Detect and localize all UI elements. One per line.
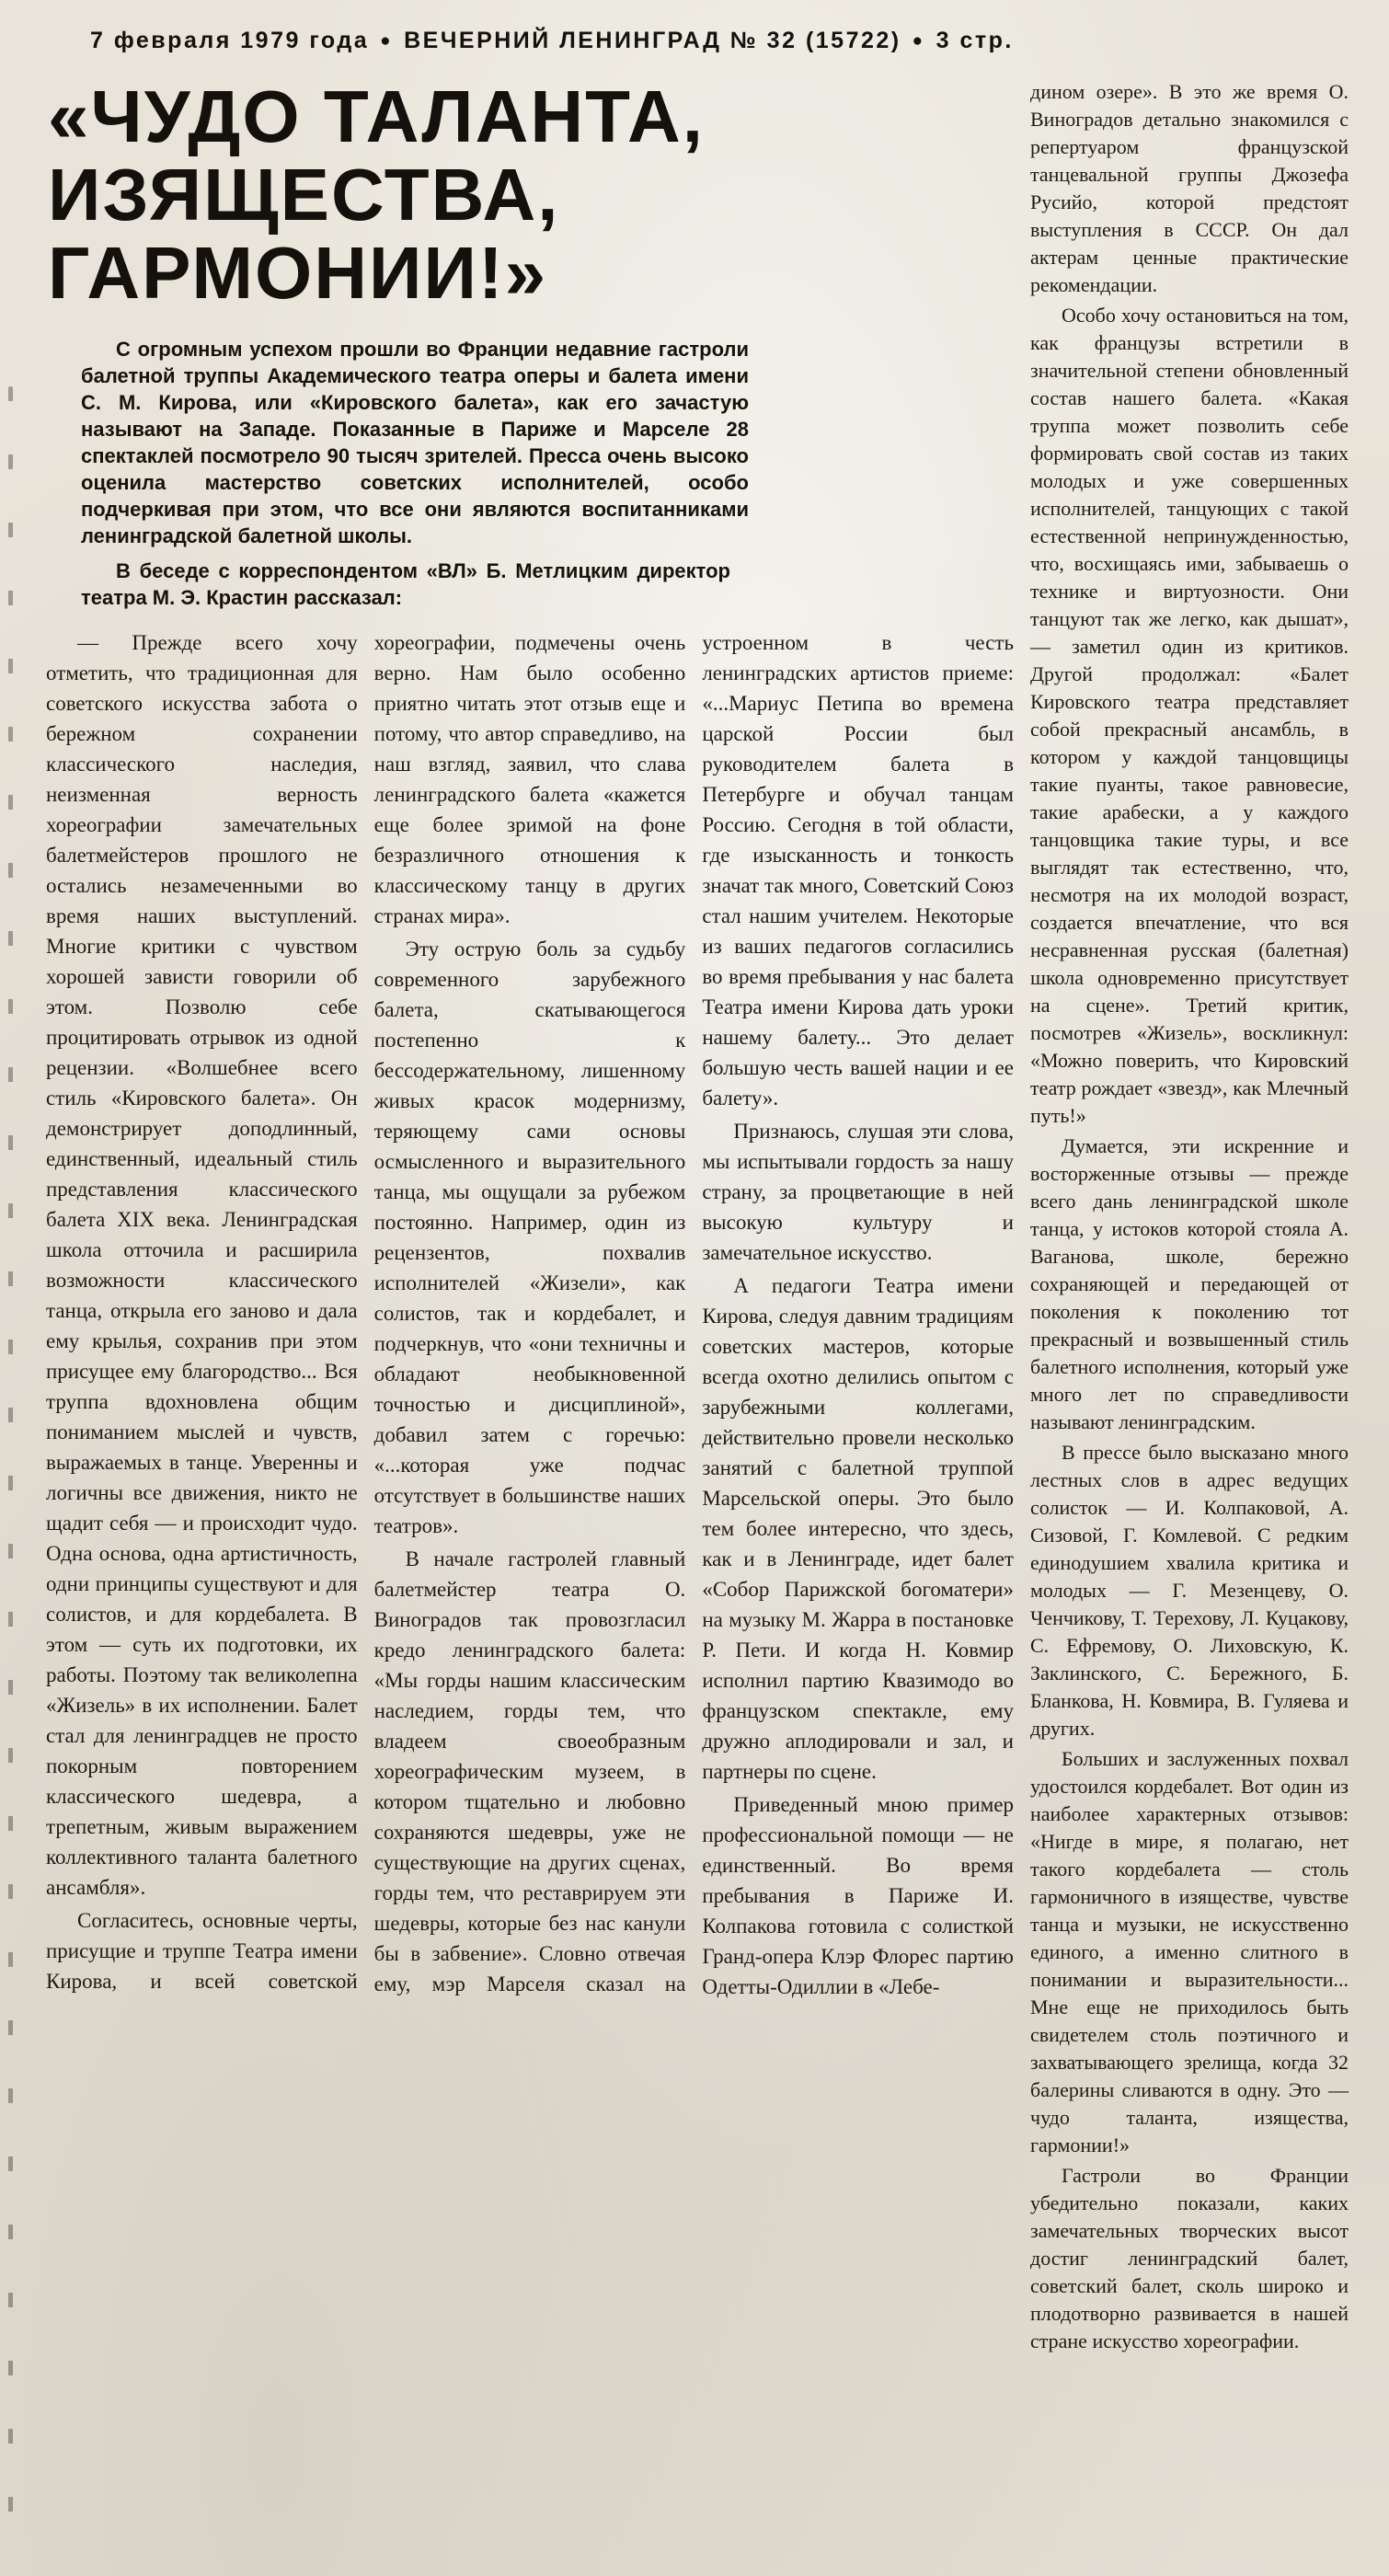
body-paragraph-9: Особо хочу остановиться на том, как французы встретили в значительной степени обновленный состав нашего балета. «Какая труппа может позволить себе формировать свой состав из таких молодых и уже совершенных исполнителей, танцующих с такой естественной непринужденностью, что, восхищаясь ими, забываешь о технике и виртуозности. Они танцуют так же легко, как дышат», — заметил один из критиков. Другой продолжал: «Балет Кировского театра представляет собой прекрасный ансамбль, в котором у каждой танцовщицы такие пуанты, такое равновесие, такие арабески, а у каждого танцовщика такие туры, и все выглядят так естественно, что, несмотря на их молодой возраст, создается впечатление, что вся несравненная русская (балетная) школа одновременно присутствует на сцене». Третий критик, посмотрев «Жизель», воскликнул: «Можно поверить, что Кировский театр рождает «звезд», как Млечный путь!» — [1030, 304, 1349, 1127]
headline-line-1: «ЧУДО ТАЛАНТА, — [48, 75, 705, 157]
article-right-column — [1030, 76, 1349, 2358]
body-paragraph-10: Думается, эти искренние и восторженные отзывы — прежде всего дань ленинградской школе танца, у истоков которой стояла А. Ваганова, школе, бережно сохраняющей и передающей от поколения к поколению тот прекрасный и возвышенный стиль балетного исполнения, который уже много лет по справедливости называют ленинградским. — [1030, 1134, 1349, 1433]
body-paragraph-6: А педагоги Театра имени Кирова, следуя давним традициям советских мастеров, которые всегда охотно делились опытом с зарубежными коллегами, действительно провели несколько занятий с балетной труппой Марсельской оперы. Это было тем более интересно, что здесь, как и в Ленинграде, идет балет «Собор Парижской богоматери» на музыку М. Жарра в постановке Р. Пети. И когда Н. Ковмир исполнил партию Квазимодо во французском спектакле, ему дружно аплодировали и зал, и партнеры по сцене. — [702, 1274, 1014, 1784]
masthead — [90, 28, 1349, 54]
body-paragraph-7: Приведенный мною пример профессиональной помощи — не единственный. Во время пребывания в Париже И. Колпакова готовила с солисткой Гранд-опера Клэр Флорес партию Одетты-Одиллии в «Лебе- — [702, 1793, 1014, 1999]
lead-paragraph: С огромным успехом прошли во Франции недавние гастроли балетной труппы Академического театра оперы и балета имени С. М. Кирова, или «Кировского балета», как его зачастую называют на Западе. Показанные в Париже и Марселе 28 спектаклей посмотрело 90 тысяч зрителей. Пресса очень высоко оценила мастерство советских исполнителей, особо подчеркивая при этом, что все они являются воспитанниками ленинградской балетной школы. — [81, 338, 749, 548]
body-paragraph-3: Эту острую боль за судьбу современного зарубежного балета, скатывающегося постепенно к бессодержательному, лишенному живых красок модернизму, теряющему сами основы осмысленного и выразительного танца, мы ощущали за рубежом постоянно. Например, один из рецензентов, похвалив исполнителей «Жизели», как солистов, так и кордебалет, и подчеркнув, что «они техничны и обладают необыкновенной точностью и дисциплиной», добавил затем с горечью: «...которая уже подчас отсутствует в большинстве наших театров». — [373, 937, 686, 1538]
article-header-block — [46, 75, 1014, 611]
article-headline — [48, 75, 784, 314]
body-paragraph-13: Гастроли во Франции убедительно показали, каких замечательных творческих высот достиг ленинградский балет, советский балет, сколь широко и плодотворно развивается в нашей стране искусство хореографии. — [1030, 2164, 1349, 2352]
body-paragraph-2: Согласитесь, основные черты, присущие и труппе Театра имени Кирова, и всей советской хореографии, подмечены очень верно. Нам было особенно приятно читать этот отзыв еще и потому, что автор справедливо, на наш взгляд, заявил, что слава ленинградского балета «кажется еще более зримой на фоне безразличного отношения к классическому танцу в других странах мира». — [46, 631, 686, 1994]
headline-line-3: ГАРМОНИИ!» — [48, 231, 548, 314]
article-left-region — [46, 76, 1014, 2358]
headline-line-2: ИЗЯЩЕСТВА, — [48, 153, 560, 236]
masthead-page-number: 3 стр. — [936, 28, 1014, 53]
article — [46, 76, 1349, 2358]
body-paragraph-11: В прессе было высказано много лестных слов в адрес ведущих солисток — И. Колпаковой, А. Сизовой, Г. Комлевой. С редким единодушием хвалила критика и молодых — Г. Мезенцеву, О. Ченчикову, Т. Терехову, Л. Куцакову, С. Ефремову, О. Лиховскую, К. Заклинского, С. Бережного, Б. Бланкова, Н. Ковмира, В. Гуляева и других. — [1030, 1441, 1349, 1740]
masthead-title: ВЕЧЕРНИЙ ЛЕНИНГРАД № 32 (15722) — [404, 28, 901, 53]
body-paragraph-4: В начале гастролей главный балетмейстер театра О. Виноградов так провозгласил кредо ленинградского балета: «Мы горды нашим классическим наследием, горды тем, что владеем своеобразным хореографическим музеем, в котором тщательно и любовно сохраняются шедевры, уже не существующие на других сценах, горды тем, что реставрируем эти шедевры, которые без нас канули бы в забвение». Словно отвечая ему, мэр Марселя сказал на устроенном в честь ленинградских артистов приеме: «...Мариус Петипа во времена царской России был руководителем балета в Петербурге и обучал танцам Россию. Сегодня в той области, где изысканность и тонкость значат так много, Советский Союз стал нашим учителем. Некоторые из ваших педагогов согласились во время пребывания у нас балета Театра имени Кирова дать уроки нашему балету... Это делает большую честь вашей нации и ее балету». — [373, 631, 1014, 1996]
article-body-columns — [46, 627, 1014, 2002]
body-paragraph-5: Признаюсь, слушая эти слова, мы испытывали гордость за нашу страну, за процветающие в ней высокую культуру и замечательное искусство. — [702, 1120, 1014, 1265]
byline: В беседе с корреспондентом «ВЛ» Б. Метлицким директор театра М. Э. Крастин рассказал: — [81, 559, 730, 610]
bullet-separator-icon: ● — [380, 31, 394, 51]
masthead-date: 7 февраля 1979 года — [90, 28, 370, 53]
body-paragraph-12: Больших и заслуженных похвал удостоился кордебалет. Вот один из наиболее характерных отзывов: «Нигде в мире, я полагаю, нет такого кордебалета — столь гармоничного в изяществе, чувстве танца и музыки, не искусственно единого, а именно слитного в понимании и выразительности... Мне еще не приходилось быть свидетелем столь поэтичного и захватывающего зрелища, когда 32 балерины сливаются в одну. Это — чудо таланта, изящества, гармонии!» — [1030, 1747, 1349, 2156]
body-paragraph-8: дином озере». В это же время О. Виноградов детально знакомился с репертуаром французской танцевальной группы Джозефа Русийо, которой предстоят выступления в СССР. Он дал актерам ценные практические рекомендации. — [1030, 80, 1349, 296]
bullet-separator-icon: ● — [912, 31, 925, 51]
body-paragraph-1: — Прежде всего хочу отметить, что традиционная для советского искусства забота о бережном сохранении классического наследия, неизменная верность хореографии замечательных балетмейстеров прошлого не остались незамеченными во время наших выступлений. Многие критики с чувством хорошей зависти говорили об этом. Позволю себе процитировать отрывок из одной рецензии. «Волшебнее всего стиль «Кировского балета». Он демонстрирует доподлинный, единственный, идеальный стиль представления классического балета XIX века. Ленинградская школа отточила и расширила возможности классического танца, открыла его заново и дала ему крылья, сохранив при этом присущее ему благородство... Вся труппа вдохновлена общим пониманием мыслей и чувств, выражаемых в танце. Уверенны и логичны все движения, никто не щадит себя — и происходит чудо. Одна основа, одна артистичность, одни принципы существуют и для солистов, и для кордебалета. В этом — суть их подготовки, их работы. Поэтому так великолепна «Жизель» в их исполнении. Балет стал для ленинградцев не просто покорным повторением классического шедевра, а трепетным, живым выражением коллективного таланта балетного ансамбля». — [46, 631, 358, 1900]
